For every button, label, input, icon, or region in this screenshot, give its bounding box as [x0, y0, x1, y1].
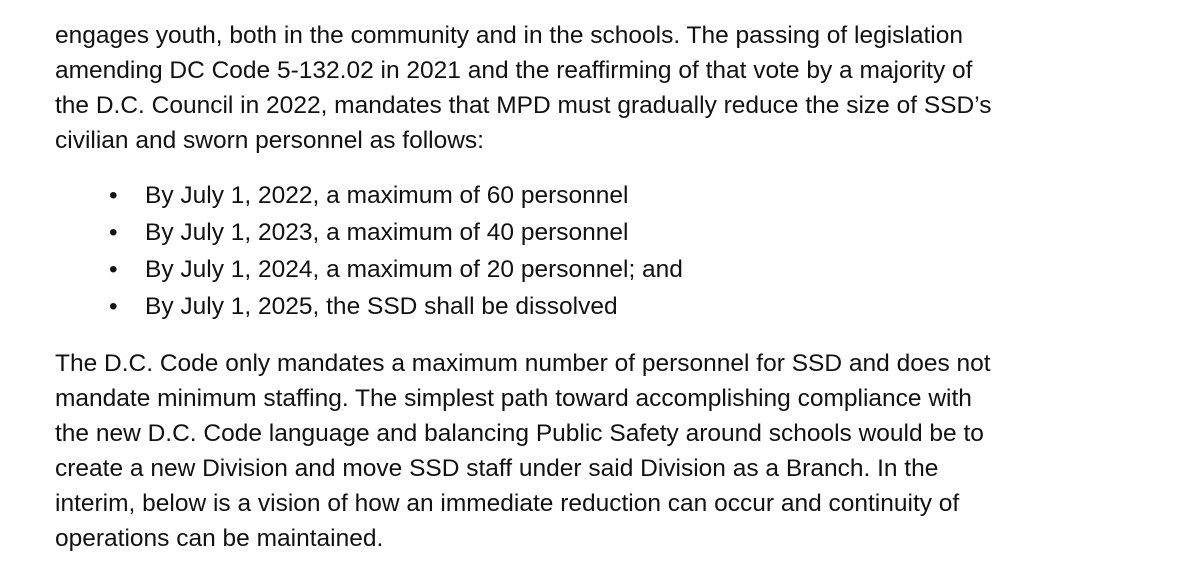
list-item-text: By July 1, 2024, a maximum of 20 personnel; and	[145, 256, 683, 283]
intro-line: the D.C. Council in 2022, mandates that MPD must gradually reduce the size of SSD’s	[55, 92, 992, 119]
conclusion-line: mandate minimum staffing. The simplest path toward accomplishing compliance with	[55, 385, 972, 412]
list-item	[55, 177, 1175, 214]
conclusion-line: interim, below is a vision of how an immediate reduction can occur and continuity of	[55, 490, 960, 517]
bullet-icon: •	[109, 256, 118, 283]
list-item	[55, 288, 1175, 325]
bullet-icon: •	[109, 182, 118, 209]
conclusion-line: create a new Division and move SSD staff under said Division as a Branch. In the	[55, 455, 939, 482]
intro-line: civilian and sworn personnel as follows:	[55, 127, 484, 154]
conclusion-paragraph	[55, 346, 1175, 556]
conclusion-line: The D.C. Code only mandates a maximum number of personnel for SSD and does not	[55, 350, 991, 377]
intro-line: amending DC Code 5-132.02 in 2021 and the reaffirming of that vote by a majority of	[55, 57, 973, 84]
bullet-icon: •	[109, 219, 118, 246]
intro-line: engages youth, both in the community and in the schools. The passing of legislation	[55, 22, 963, 49]
list-item	[55, 214, 1175, 251]
conclusion-line: the new D.C. Code language and balancing Public Safety around schools would be to	[55, 420, 984, 447]
bullet-icon: •	[109, 293, 118, 320]
document-page	[55, 18, 1175, 556]
list-item-text: By July 1, 2022, a maximum of 60 personnel	[145, 182, 629, 209]
intro-paragraph	[55, 18, 1175, 158]
conclusion-line: operations can be maintained.	[55, 525, 384, 552]
list-item-text: By July 1, 2025, the SSD shall be dissolved	[145, 293, 618, 320]
list-item-text: By July 1, 2023, a maximum of 40 personnel	[145, 219, 629, 246]
personnel-reduction-list	[55, 177, 1175, 325]
list-item	[55, 251, 1175, 288]
